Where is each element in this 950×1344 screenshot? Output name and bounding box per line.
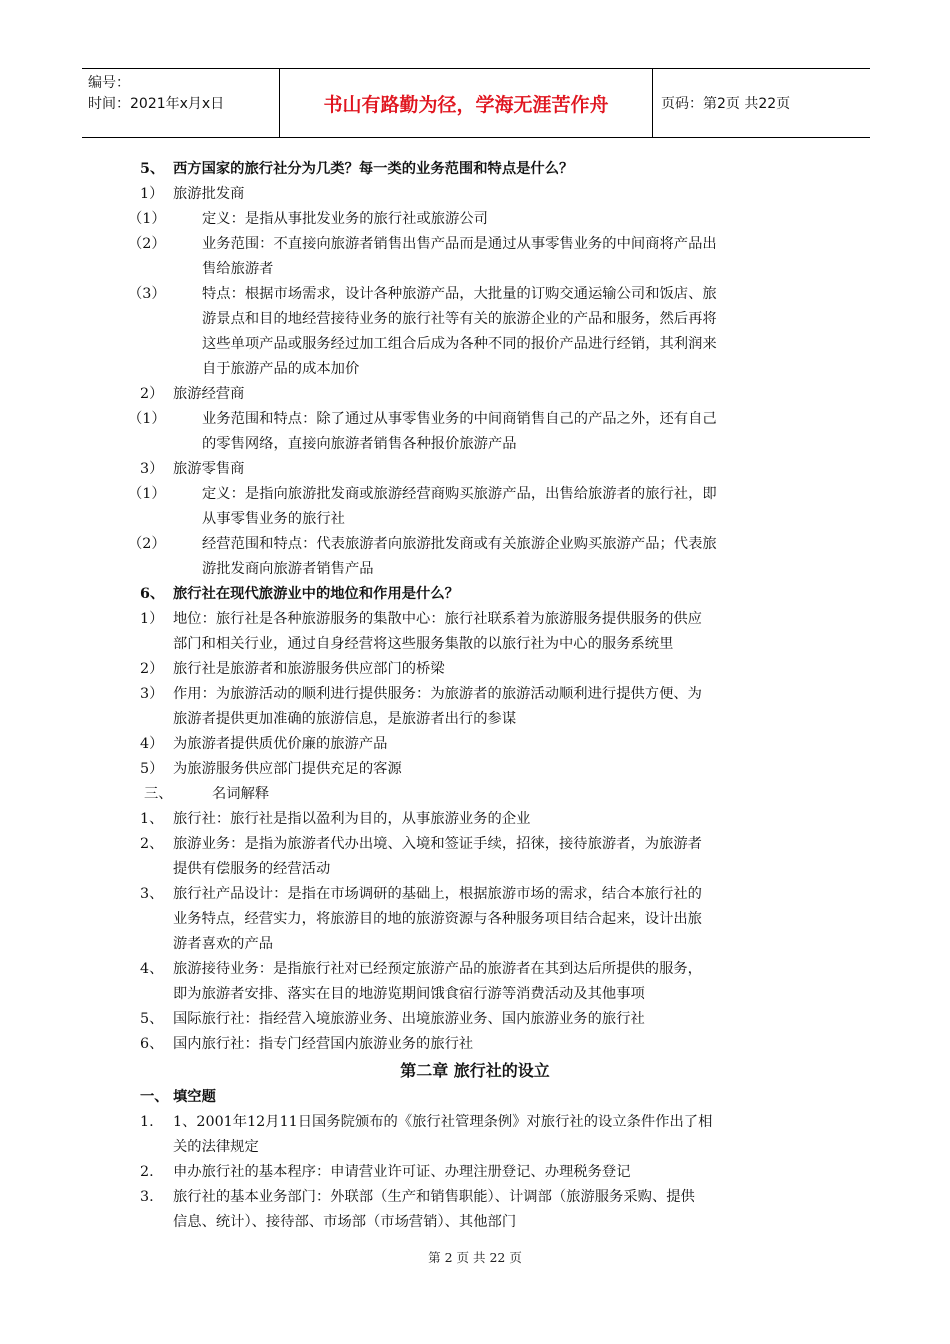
text-line — [140, 1110, 810, 1135]
list-number: （1） — [128, 211, 166, 227]
line-text: 旅行社是旅游者和旅游服务供应部门的桥梁 — [173, 661, 445, 677]
line-text: 地位：旅行社是各种旅游服务的集散中心：旅行社联系着为旅游服务提供服务的供应 — [173, 611, 702, 627]
text-line — [140, 807, 810, 832]
header-info — [82, 69, 280, 137]
text-line — [140, 957, 810, 982]
list-number: （1） — [128, 486, 166, 502]
line-text: 国际旅行社：指经营入境旅游业务、出境旅游业务、国内旅游业务的旅行社 — [173, 1011, 645, 1027]
text-line — [128, 282, 810, 307]
list-number: 1） — [140, 611, 164, 627]
text-line — [140, 432, 810, 457]
text-line — [128, 207, 810, 232]
text-line — [140, 382, 810, 407]
text-line — [140, 732, 810, 757]
list-number: （1） — [128, 411, 166, 427]
list-number: 1） — [140, 186, 164, 202]
list-number: 三、 — [144, 786, 173, 802]
line-text: 游批发商向旅游者销售产品 — [202, 561, 374, 577]
text-line — [140, 757, 810, 782]
header-motto: 书山有路勤为径，学海无涯苦作舟 — [280, 69, 653, 137]
text-line — [128, 232, 810, 257]
text-line — [140, 1032, 810, 1057]
document-body — [128, 157, 810, 1235]
text-line — [140, 907, 810, 932]
text-line — [140, 1185, 810, 1210]
line-text: 特点：根据市场需求，设计各种旅游产品，大批量的订购交通运输公司和饭店、旅 — [202, 286, 717, 302]
page-footer: 第 2 页 共 22 页 — [428, 1250, 522, 1265]
text-line — [140, 1160, 810, 1185]
line-text: 业务特点，经营实力，将旅游目的地的旅游资源与各种服务项目结合起来，设计出旅 — [173, 911, 702, 927]
header-page-number: 页码：第2页 共22页 — [661, 96, 791, 112]
line-text: 业务范围：不直接向旅游者销售出售产品而是通过从事零售业务的中间商将产品出 — [202, 236, 717, 252]
list-number: （3） — [128, 286, 166, 302]
list-number: 6、 — [140, 1036, 164, 1052]
text-line — [140, 307, 810, 332]
line-text: 自于旅游产品的成本加价 — [202, 361, 360, 377]
text-line — [140, 882, 810, 907]
text-line — [140, 1210, 810, 1235]
line-text: 旅行社：旅行社是指以盈利为目的，从事旅游业务的企业 — [173, 811, 531, 827]
text-line — [128, 482, 810, 507]
section-heading — [140, 157, 810, 182]
line-text: 名词解释 — [212, 786, 270, 802]
text-line — [140, 182, 810, 207]
text-line — [128, 407, 810, 432]
text-line — [140, 257, 810, 282]
line-text: 旅行社产品设计：是指在市场调研的基础上，根据旅游市场的需求，结合本旅行社的 — [173, 886, 702, 902]
page-header — [82, 68, 870, 138]
line-text: 旅行社的基本业务部门：外联部（生产和销售职能）、计调部（旅游服务采购、提供 — [173, 1189, 695, 1205]
text-line — [140, 657, 810, 682]
line-text: 游景点和目的地经营接待业务的旅行社等有关的旅游企业的产品和服务，然后再将 — [202, 311, 717, 327]
line-text: 信息、统计）、接待部、市场部（市场营销）、其他部门 — [173, 1214, 517, 1230]
text-line — [140, 632, 810, 657]
line-text: 旅游批发商 — [173, 186, 245, 202]
chapter-title: 第二章 旅行社的设立 — [400, 1061, 550, 1080]
list-number: 1. — [140, 1114, 154, 1130]
text-line — [140, 982, 810, 1007]
list-number: 2、 — [140, 836, 164, 852]
line-text: 这些单项产品或服务经过加工组合后成为各种不同的报价产品进行经销，其利润来 — [202, 336, 717, 352]
line-text: 关的法律规定 — [173, 1139, 259, 1155]
text-line — [140, 507, 810, 532]
line-text: 经营范围和特点：代表旅游者向旅游批发商或有关旅游企业购买旅游产品；代表旅 — [202, 536, 717, 552]
line-text: 部门和相关行业，通过自身经营将这些服务集散的以旅行社为中心的服务系统里 — [173, 636, 674, 652]
list-number: 5、 — [140, 1011, 164, 1027]
line-text: 西方国家的旅行社分为几类？每一类的业务范围和特点是什么？ — [173, 161, 574, 177]
line-text: 国内旅行社：指专门经营国内旅游业务的旅行社 — [173, 1036, 474, 1052]
list-number: 6、 — [140, 586, 165, 602]
line-text: 的零售网络，直接向旅游者销售各种报价旅游产品 — [202, 436, 517, 452]
list-number: 5） — [140, 761, 164, 777]
text-line — [140, 782, 810, 807]
line-text: 申办旅行社的基本程序：申请营业许可证、办理注册登记、办理税务登记 — [173, 1164, 631, 1180]
line-text: 旅游业务：是指为旅游者代办出境、入境和签证手续，招徕，接待旅游者，为旅游者 — [173, 836, 702, 852]
list-number: （2） — [128, 236, 166, 252]
section-heading — [140, 1085, 810, 1110]
document-number-label: 编号： — [88, 75, 130, 91]
list-number: 一、 — [140, 1089, 169, 1105]
text-line — [140, 357, 810, 382]
list-number: 3） — [140, 461, 164, 477]
line-text: 业务范围和特点：除了通过从事零售业务的中间商销售自己的产品之外，还有自己 — [202, 411, 717, 427]
line-text: 旅游接待业务：是指旅行社对已经预定旅游产品的旅游者在其到达后所提供的服务， — [173, 961, 702, 977]
text-line — [140, 857, 810, 882]
line-text: 1、2001年12月11日国务院颁布的《旅行社管理条例》对旅行社的设立条件作出了相 — [173, 1114, 713, 1130]
text-line — [140, 1135, 810, 1160]
line-text: 旅游者提供更加准确的旅游信息，是旅游者出行的参谋 — [173, 711, 517, 727]
line-text: 从事零售业务的旅行社 — [202, 511, 345, 527]
text-line — [140, 932, 810, 957]
line-text: 为旅游服务供应部门提供充足的客源 — [173, 761, 402, 777]
line-text: 定义：是指从事批发业务的旅行社或旅游公司 — [202, 211, 488, 227]
text-line — [140, 332, 810, 357]
line-text: 旅行社在现代旅游业中的地位和作用是什么？ — [173, 586, 459, 602]
text-line — [140, 707, 810, 732]
list-number: 4、 — [140, 961, 164, 977]
text-line — [140, 557, 810, 582]
text-line — [128, 532, 810, 557]
list-number: 2） — [140, 661, 164, 677]
list-number: 2） — [140, 386, 164, 402]
text-line — [140, 1007, 810, 1032]
line-text: 填空题 — [173, 1089, 216, 1105]
line-text: 即为旅游者安排、落实在目的地游览期间饿食宿行游等消费活动及其他事项 — [173, 986, 645, 1002]
line-text: 旅游经营商 — [173, 386, 245, 402]
line-text: 旅游零售商 — [173, 461, 245, 477]
list-number: 1、 — [140, 811, 164, 827]
list-number: 3、 — [140, 886, 164, 902]
text-line — [140, 832, 810, 857]
list-number: 4） — [140, 736, 164, 752]
list-number: 5、 — [140, 161, 165, 177]
list-number: 3. — [140, 1189, 154, 1205]
text-line — [140, 607, 810, 632]
line-text: 游者喜欢的产品 — [173, 936, 274, 952]
text-line — [140, 457, 810, 482]
line-text: 为旅游者提供质优价廉的旅游产品 — [173, 736, 388, 752]
line-text: 定义：是指向旅游批发商或旅游经营商购买旅游产品，出售给旅游者的旅行社，即 — [202, 486, 717, 502]
section-heading — [140, 582, 810, 607]
text-line — [140, 682, 810, 707]
list-number: 3） — [140, 686, 164, 702]
line-text: 作用：为旅游活动的顺利进行提供服务：为旅游者的旅游活动顺利进行提供方便、为 — [173, 686, 702, 702]
document-date: 时间：2021年x月x日 — [88, 96, 225, 112]
list-number: 2. — [140, 1164, 154, 1180]
line-text: 提供有偿服务的经营活动 — [173, 861, 331, 877]
line-text: 售给旅游者 — [202, 261, 274, 277]
list-number: （2） — [128, 536, 166, 552]
